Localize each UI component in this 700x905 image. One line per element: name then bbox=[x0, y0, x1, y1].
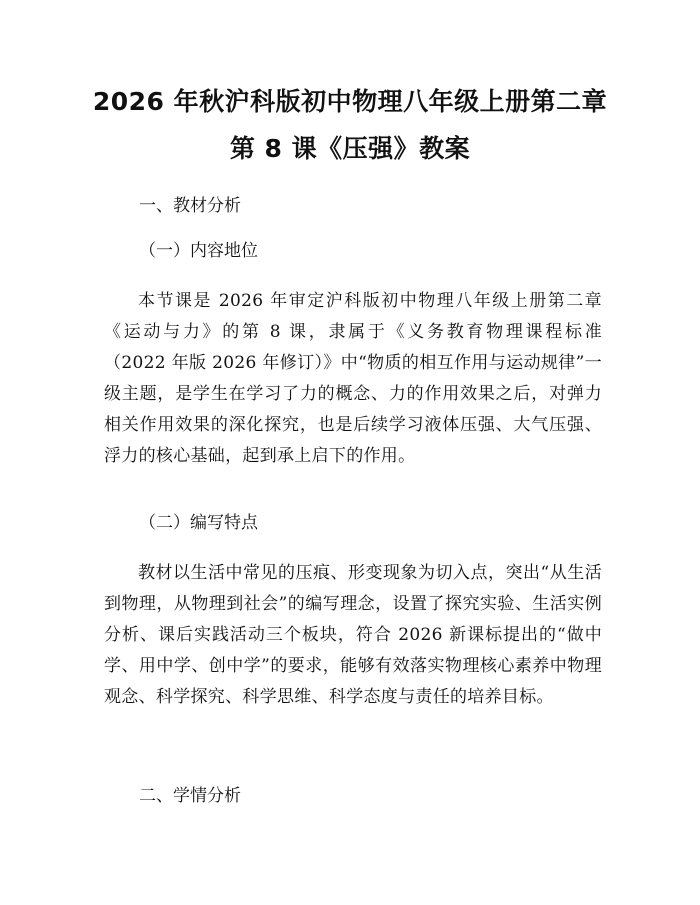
subheading-writing-features: （二）编写特点 bbox=[139, 513, 258, 533]
section-heading-textbook-analysis: 一、教材分析 bbox=[139, 196, 241, 216]
document-title-line-1: 2026 年秋沪科版初中物理八年级上册第二章 bbox=[92, 87, 608, 116]
paragraph-content-position: 本节课是 2026 年审定沪科版初中物理八年级上册第二章《运动与力》的第 8 课，隶属于《义务教育物理课程标准（2022 年版 2026 年修订）》中“物质的相互作用与运动规律”一级主题，是学生在学习了力的概念、力的作用效果之后，对弹力相关作用效果的深化探究，也是后续学习液体压强、大气压强、浮力的核心基础，起到承上启下的作用。 bbox=[104, 291, 602, 466]
paragraph-writing-features: 教材以生活中常见的压痕、形变现象为切入点，突出“从生活到物理，从物理到社会”的编写理念，设置了探究实验、生活实例分析、课后实践活动三个板块，符合 2026 新课标提出的“做中学、用中学、创中学”的要求，能够有效落实物理核心素养中物理观念、科学探究、科学思维、科学态度与责任的培养目标。 bbox=[104, 563, 602, 707]
document-title-line-2: 第 8 课《压强》教案 bbox=[229, 134, 471, 163]
section-heading-learner-analysis: 二、学情分析 bbox=[139, 786, 241, 806]
subheading-content-position: （一）内容地位 bbox=[139, 241, 258, 261]
